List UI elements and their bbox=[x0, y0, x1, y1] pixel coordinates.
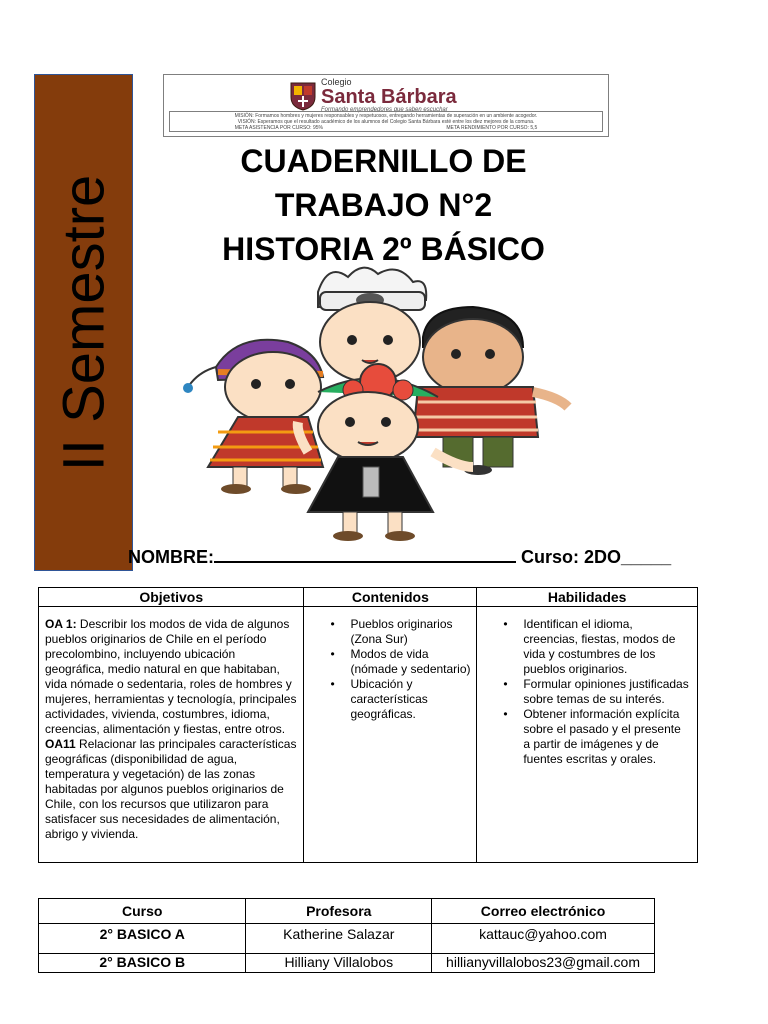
logo-tagline: Formando emprendedores que saben escuchar bbox=[321, 107, 448, 113]
logo-colegio-text: Colegio bbox=[321, 77, 352, 87]
header-curso: Curso bbox=[39, 899, 246, 924]
list-item: • Ubicación y características geográficas. bbox=[304, 677, 472, 722]
curso-cell: 2° BASICO B bbox=[39, 954, 246, 973]
school-shield-icon bbox=[289, 81, 317, 111]
vision-text: VISIÓN: Esperamos que el resultado académico de los alumnos del Colegio Santa Bárbara esté entre los diez mejores de la comuna. bbox=[237, 119, 535, 125]
table-row bbox=[39, 924, 655, 954]
habilidades-list bbox=[477, 617, 689, 767]
semester-side-bar bbox=[34, 74, 133, 571]
profesora-cell: Katherine Salazar bbox=[246, 924, 432, 954]
nombre-field[interactable] bbox=[214, 545, 516, 563]
teachers-header-row bbox=[39, 899, 655, 924]
email-link[interactable]: kattauc@yahoo.com bbox=[432, 924, 655, 954]
list-item: • Formular opiniones justificadas sobre temas de su interés. bbox=[477, 677, 689, 707]
list-item: • Obtener información explícita sobre el pasado y el presente a partir de imágenes y de fuentes escritas y orales. bbox=[477, 707, 689, 767]
student-info-line bbox=[128, 545, 671, 568]
mision-text: MISIÓN: Formamos hombres y mujeres responsables y respetuosos, entregando herramientas de superación en un ambiente acogedor. bbox=[234, 113, 538, 119]
teachers-table bbox=[38, 898, 655, 973]
oa1-label: OA 1: bbox=[45, 617, 77, 631]
email-link[interactable]: hillianyvillalobos23@gmail.com bbox=[432, 954, 655, 973]
oa11-text bbox=[45, 737, 297, 842]
meta-rendimiento: META RENDIMIENTO POR CURSO: 5,5 bbox=[446, 125, 538, 131]
header-profesora: Profesora bbox=[246, 899, 432, 924]
school-header bbox=[163, 74, 609, 137]
profesora-cell: Hilliany Villalobos bbox=[246, 954, 432, 973]
objetivos-cell bbox=[39, 607, 304, 863]
header-correo: Correo electrónico bbox=[432, 899, 655, 924]
page-title bbox=[140, 139, 627, 271]
semester-label: II Semestre bbox=[51, 174, 116, 471]
nombre-label: NOMBRE: bbox=[128, 547, 214, 567]
title-line-2: TRABAJO N°2 bbox=[274, 187, 493, 223]
table-row bbox=[39, 954, 655, 973]
oa1-text bbox=[45, 617, 297, 737]
oa1-description: Describir los modos de vida de algunos pueblos originarios de Chile en el período precolombino, incluyendo ubicación geográfica, medio natural en que habitaban, vida nómade o sedentaria, roles de hombres y mujeres, herramientas y tecnología, principales actividades, vivienda, costumbres, idioma, creencias, alimentación y fiestas, entre otros. bbox=[45, 617, 297, 736]
title-line-1: CUADERNILLO DE bbox=[240, 143, 527, 179]
list-item: • Identifican el idioma, creencias, fiestas, modos de vida y costumbres de los pueblos originarios. bbox=[477, 617, 689, 677]
list-item: • Modos de vida (nómade y sedentario) bbox=[304, 647, 472, 677]
oa11-description: Relacionar las principales características geográficas (disponibilidad de agua, temperatura y vegetación) de las zonas habitadas por algunos pueblos originarios de Chile, con los recursos que utilizaron para satisfacer sus necesidades de alimentación, abrigo y vivienda. bbox=[45, 737, 297, 841]
meta-asistencia: META ASISTENCIA POR CURSO: 95% bbox=[234, 125, 323, 131]
mision-vision-box bbox=[169, 111, 603, 132]
habilidades-cell bbox=[477, 607, 698, 863]
objectives-row bbox=[39, 607, 698, 863]
header-objetivos: Objetivos bbox=[39, 588, 304, 607]
logo-school-name: Santa Bárbara bbox=[321, 86, 457, 108]
curso-cell: 2° BASICO A bbox=[39, 924, 246, 954]
list-item: • Pueblos originarios (Zona Sur) bbox=[304, 617, 472, 647]
oa11-label: OA11 bbox=[45, 737, 76, 751]
children-illustration bbox=[178, 262, 573, 544]
title-line-3: HISTORIA 2º BÁSICO bbox=[222, 231, 545, 267]
school-logo bbox=[289, 78, 457, 113]
header-habilidades: Habilidades bbox=[477, 588, 698, 607]
curso-label: Curso: 2DO_____ bbox=[521, 547, 672, 567]
objectives-header-row bbox=[39, 588, 698, 607]
contenidos-cell bbox=[304, 607, 477, 863]
contenidos-list bbox=[304, 617, 472, 722]
objectives-table bbox=[38, 587, 698, 863]
andean-child bbox=[183, 340, 323, 494]
header-contenidos: Contenidos bbox=[304, 588, 477, 607]
